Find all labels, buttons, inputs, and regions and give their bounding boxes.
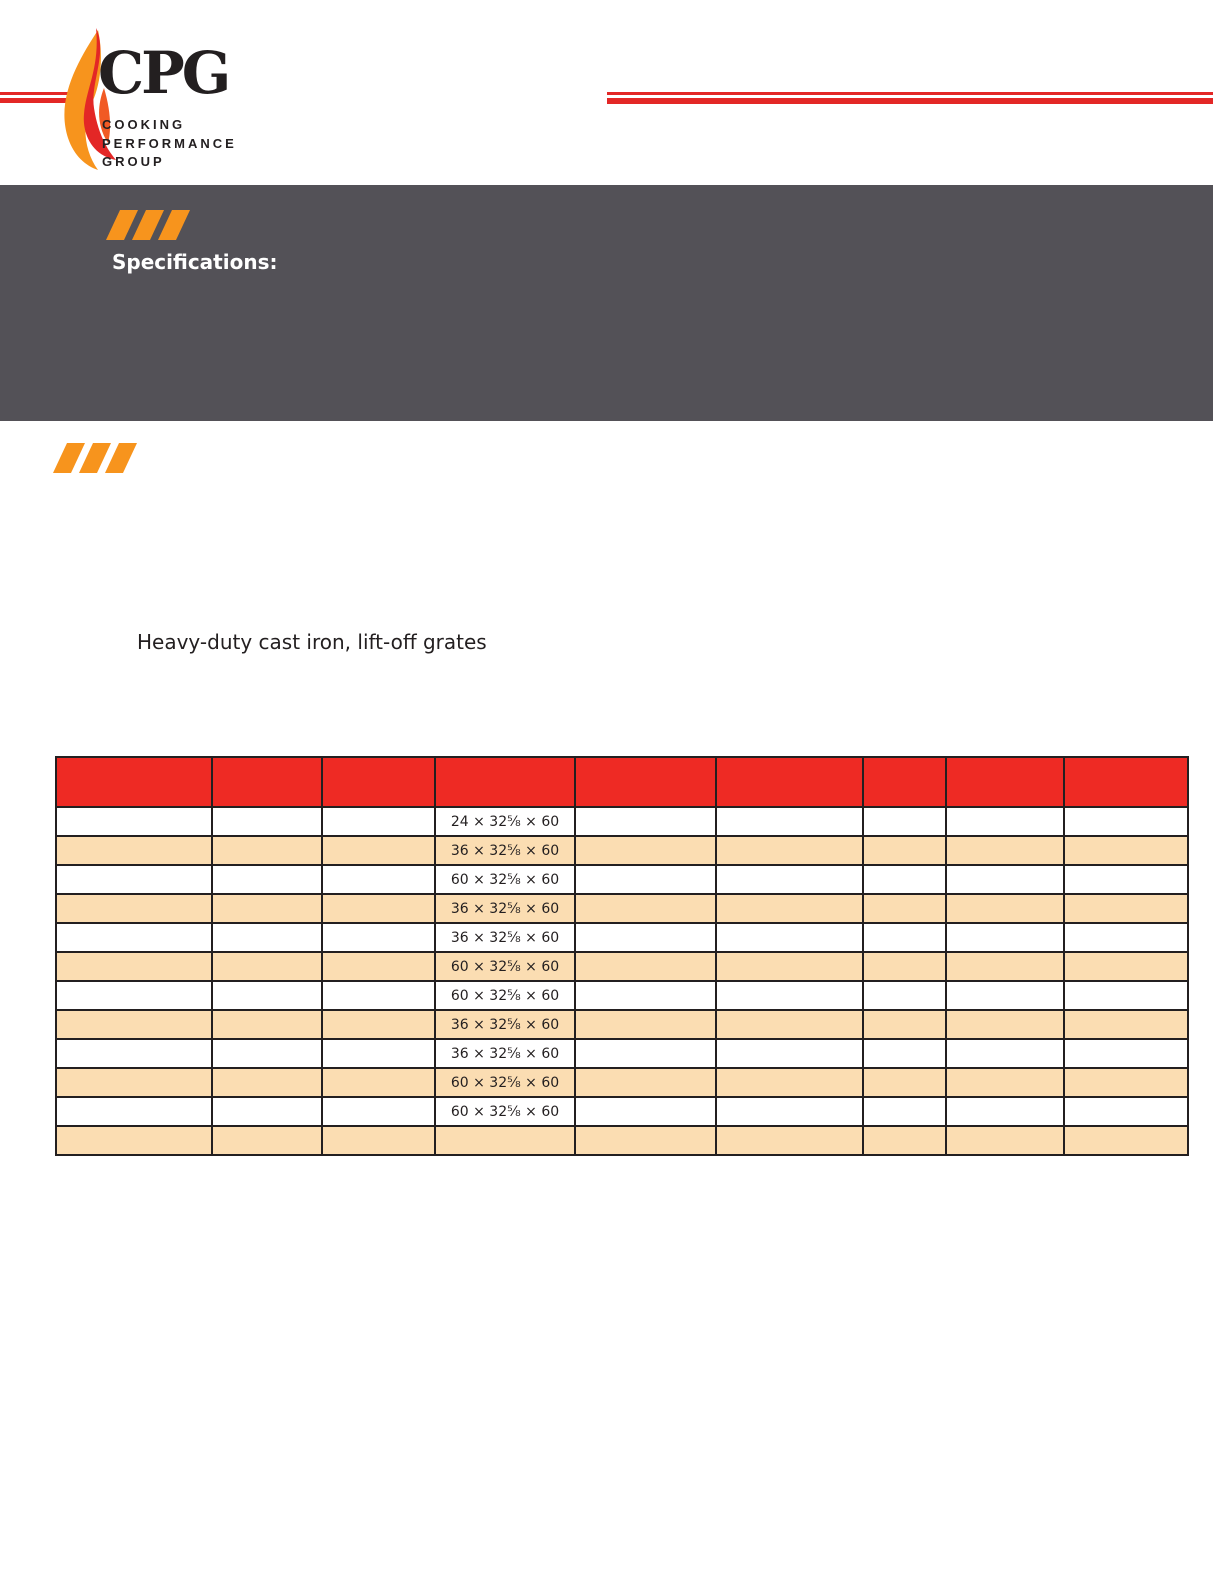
banner-slashes-icon (106, 210, 190, 242)
table-cell (56, 1039, 212, 1068)
table-header-cell (56, 757, 212, 807)
table-cell (575, 952, 716, 981)
table-header-cell (863, 757, 946, 807)
table-cell (322, 894, 435, 923)
table-cell (575, 1097, 716, 1126)
table-cell (946, 1097, 1064, 1126)
table-row (56, 894, 1188, 923)
table-header-cell (435, 757, 575, 807)
table-cell (1064, 1097, 1188, 1126)
table-cell (716, 952, 863, 981)
table-cell (575, 865, 716, 894)
table-header-cell (946, 757, 1064, 807)
table-cell (212, 1126, 322, 1155)
table-cell (946, 865, 1064, 894)
table-cell (322, 1097, 435, 1126)
table-body (56, 807, 1188, 1155)
table-cell (322, 836, 435, 865)
table-cell (212, 923, 322, 952)
table-cell (322, 1126, 435, 1155)
header-rule-right-bottom (607, 98, 1213, 104)
table-cell (56, 981, 212, 1010)
table-cell (863, 1010, 946, 1039)
table-cell (575, 894, 716, 923)
table-cell: 24 × 32⅝ × 60 (435, 807, 575, 836)
feature-grates: Heavy-duty cast iron, lift-off grates (137, 630, 487, 654)
table-row (56, 836, 1188, 865)
table-row (56, 1126, 1188, 1155)
logo-line-performance: PERFORMANCE (102, 136, 237, 151)
table-cell (1064, 865, 1188, 894)
table-cell (575, 1068, 716, 1097)
table-cell: 36 × 32⅝ × 60 (435, 836, 575, 865)
section-slashes-icon (53, 443, 137, 475)
table-row (56, 952, 1188, 981)
logo-line-cooking: COOKING (102, 117, 186, 132)
table-cell (575, 1126, 716, 1155)
table-cell (716, 894, 863, 923)
table-cell (435, 1126, 575, 1155)
table-cell (716, 1010, 863, 1039)
table-cell (56, 1097, 212, 1126)
table-cell (56, 865, 212, 894)
table-cell (56, 807, 212, 836)
table-row (56, 1010, 1188, 1039)
table-cell (946, 894, 1064, 923)
table-cell (56, 923, 212, 952)
table-cell (212, 894, 322, 923)
table-cell (56, 836, 212, 865)
table-cell (863, 807, 946, 836)
table-header-cell (212, 757, 322, 807)
table-cell (322, 865, 435, 894)
table-cell (863, 894, 946, 923)
table-cell (1064, 1068, 1188, 1097)
table-cell (212, 807, 322, 836)
table-cell (863, 836, 946, 865)
table-cell (56, 952, 212, 981)
table-cell (1064, 1039, 1188, 1068)
table-cell: 36 × 32⅝ × 60 (435, 894, 575, 923)
table-header-cell (575, 757, 716, 807)
table-cell: 36 × 32⅝ × 60 (435, 1010, 575, 1039)
table-cell (56, 1126, 212, 1155)
table-row (56, 923, 1188, 952)
table-cell (716, 1068, 863, 1097)
table-cell (946, 981, 1064, 1010)
table-cell: 60 × 32⅝ × 60 (435, 1097, 575, 1126)
table-cell (212, 952, 322, 981)
table-cell (212, 981, 322, 1010)
table-cell (946, 1010, 1064, 1039)
table-row (56, 1039, 1188, 1068)
table-cell (863, 923, 946, 952)
table-cell (716, 981, 863, 1010)
table-cell (1064, 952, 1188, 981)
table-cell (716, 1097, 863, 1126)
table-cell (322, 981, 435, 1010)
table-cell (716, 807, 863, 836)
table-cell (863, 1068, 946, 1097)
table-cell (212, 1068, 322, 1097)
table-cell (322, 923, 435, 952)
logo-wordmark: CPG (98, 39, 229, 107)
table-row (56, 981, 1188, 1010)
table-cell: 60 × 32⅝ × 60 (435, 981, 575, 1010)
table-cell (863, 981, 946, 1010)
header-rule-right-top (607, 92, 1213, 95)
table-cell (946, 923, 1064, 952)
table-cell (1064, 981, 1188, 1010)
table-cell (212, 865, 322, 894)
table-cell (322, 1068, 435, 1097)
table-cell (946, 807, 1064, 836)
table-cell (212, 1010, 322, 1039)
table-row (56, 807, 1188, 836)
table-cell (575, 981, 716, 1010)
table-cell (863, 1126, 946, 1155)
table-header-cell (716, 757, 863, 807)
table-cell (1064, 894, 1188, 923)
table-header-cell (1064, 757, 1188, 807)
table-cell (322, 952, 435, 981)
table-cell (863, 952, 946, 981)
table-cell: 36 × 32⅝ × 60 (435, 1039, 575, 1068)
table-cell (575, 1010, 716, 1039)
table-cell (863, 865, 946, 894)
table-cell (946, 1039, 1064, 1068)
table-header-row (56, 757, 1188, 807)
table-cell (1064, 836, 1188, 865)
table-cell (322, 1010, 435, 1039)
specifications-table (55, 756, 1189, 1156)
logo-line-group: GROUP (102, 154, 165, 169)
table-row (56, 1097, 1188, 1126)
table-cell (1064, 1126, 1188, 1155)
table-cell (946, 836, 1064, 865)
table-cell (322, 1039, 435, 1068)
table-row (56, 1068, 1188, 1097)
table-cell (322, 807, 435, 836)
table-cell (56, 1068, 212, 1097)
table-cell (1064, 1010, 1188, 1039)
table-cell (212, 1097, 322, 1126)
table-cell (863, 1039, 946, 1068)
table-cell (863, 1097, 946, 1126)
table-cell (1064, 807, 1188, 836)
table-cell (575, 1039, 716, 1068)
table-cell (575, 807, 716, 836)
table-cell: 36 × 32⅝ × 60 (435, 923, 575, 952)
table-cell: 60 × 32⅝ × 60 (435, 865, 575, 894)
table-cell: 60 × 32⅝ × 60 (435, 1068, 575, 1097)
table-cell (716, 1126, 863, 1155)
table-cell (716, 865, 863, 894)
specifications-title: Specifications: (112, 250, 278, 274)
table-header-cell (322, 757, 435, 807)
table-cell (946, 1068, 1064, 1097)
table-cell (716, 836, 863, 865)
table-cell (212, 836, 322, 865)
table-cell (946, 1126, 1064, 1155)
table-cell (56, 1010, 212, 1039)
table-cell (946, 952, 1064, 981)
table-cell (716, 1039, 863, 1068)
table-cell (56, 894, 212, 923)
table-cell (1064, 923, 1188, 952)
table-cell (575, 836, 716, 865)
table-cell (716, 923, 863, 952)
table-row (56, 865, 1188, 894)
table-cell: 60 × 32⅝ × 60 (435, 952, 575, 981)
table-cell (575, 923, 716, 952)
table-cell (212, 1039, 322, 1068)
